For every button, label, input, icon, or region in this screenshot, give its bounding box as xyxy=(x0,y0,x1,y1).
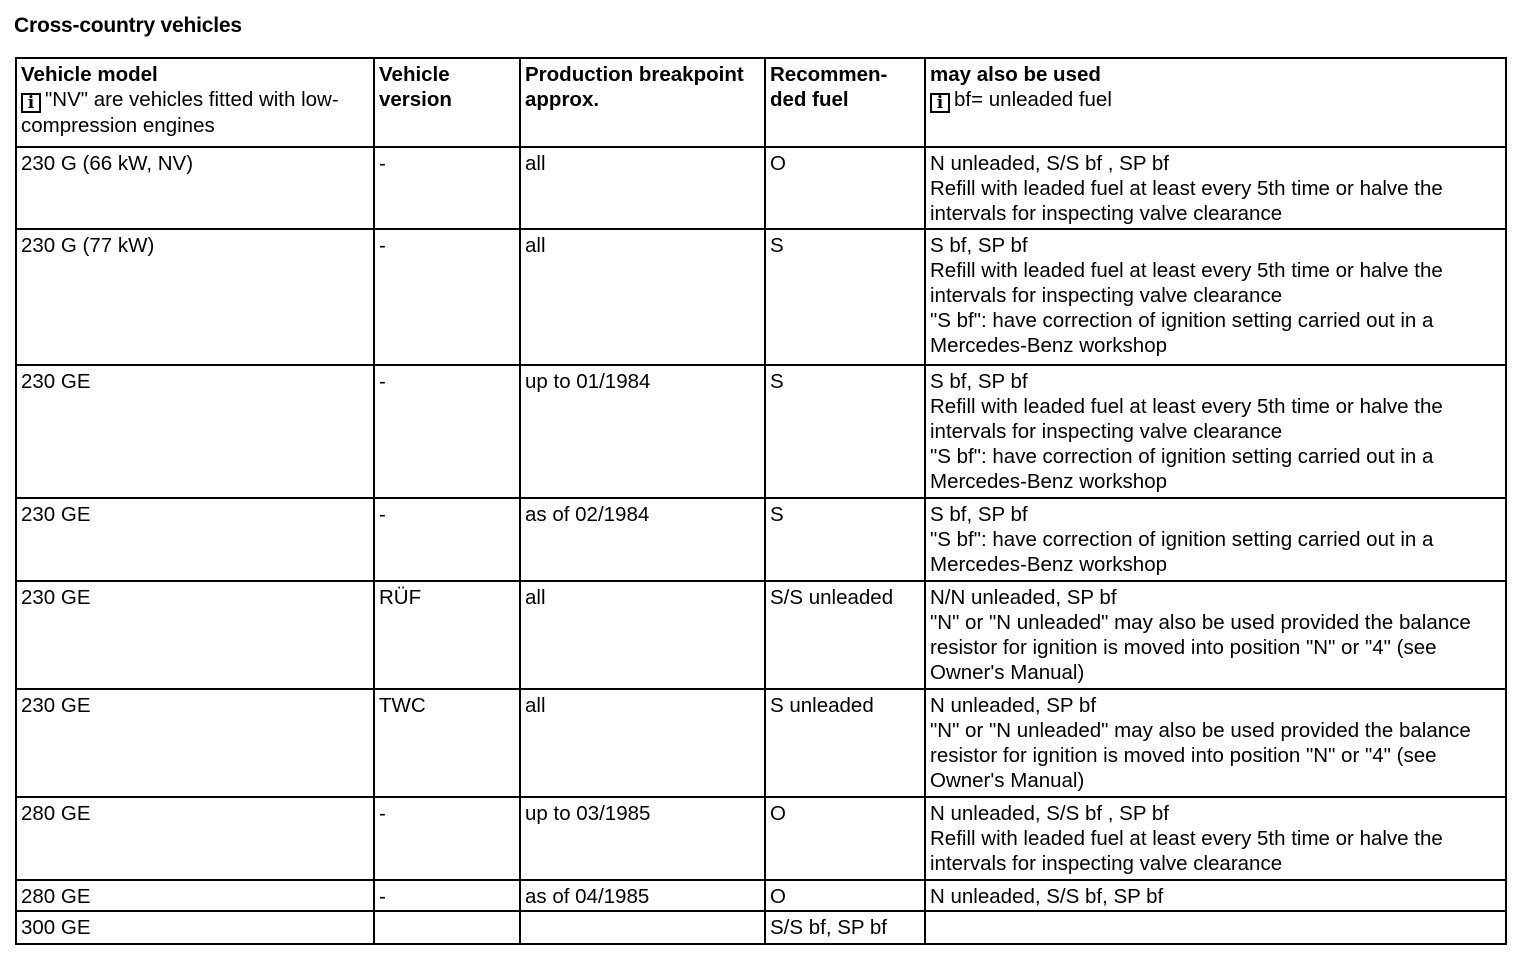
may-also-be-used-line: Refill with leaded fuel at least every 5th time or halve the intervals for inspecting valve clearance xyxy=(930,259,1443,307)
table-body xyxy=(16,147,1506,944)
cell-vehicle-version: - xyxy=(374,797,520,880)
cell-vehicle-model: 280 GE xyxy=(16,797,374,880)
may-also-be-used-line: S bf, SP bf xyxy=(930,234,1028,257)
table-row xyxy=(16,147,1506,229)
cell-vehicle-model: 230 G (66 kW, NV) xyxy=(16,147,374,229)
header-may-also-be-used-note xyxy=(930,87,1501,113)
may-also-be-used-line: Refill with leaded fuel at least every 5th time or halve the intervals for inspecting valve clearance xyxy=(930,177,1443,225)
cell-may-also-be-used xyxy=(925,498,1506,581)
cell-vehicle-version: - xyxy=(374,147,520,229)
table-row xyxy=(16,365,1506,498)
table-header-row xyxy=(16,58,1506,147)
may-also-be-used-line: S bf, SP bf xyxy=(930,503,1028,526)
table-row xyxy=(16,229,1506,365)
cell-vehicle-model: 280 GE xyxy=(16,880,374,911)
table-row xyxy=(16,880,1506,911)
cell-production-breakpoint: as of 02/1984 xyxy=(520,498,765,581)
may-also-be-used-line: S bf, SP bf xyxy=(930,370,1028,393)
fuel-recommendation-table xyxy=(15,57,1507,945)
cell-production-breakpoint: all xyxy=(520,147,765,229)
cell-recommended-fuel: O xyxy=(765,880,925,911)
cell-production-breakpoint: all xyxy=(520,229,765,365)
may-also-be-used-line: "N" or "N unleaded" may also be used provided the balance resistor for ignition is moved into position "N" or "4" (see Owner's Manual) xyxy=(930,611,1471,684)
cell-production-breakpoint: all xyxy=(520,689,765,797)
cell-production-breakpoint xyxy=(520,911,765,944)
may-also-be-used-line: "N" or "N unleaded" may also be used provided the balance resistor for ignition is moved into position "N" or "4" (see Owner's Manual) xyxy=(930,719,1471,792)
cell-may-also-be-used xyxy=(925,365,1506,498)
cell-recommended-fuel: S/S bf, SP bf xyxy=(765,911,925,944)
header-vehicle-model xyxy=(16,58,374,147)
header-may-also-be-used-label: may also be used xyxy=(930,63,1101,86)
cell-recommended-fuel: S xyxy=(765,498,925,581)
cell-vehicle-model: 300 GE xyxy=(16,911,374,944)
header-recommended-fuel xyxy=(765,58,925,147)
may-also-be-used-line: "S bf": have correction of ignition setting carried out in a Mercedes-Benz workshop xyxy=(930,445,1434,493)
cell-recommended-fuel: S/S unleaded xyxy=(765,581,925,689)
cell-vehicle-version xyxy=(374,911,520,944)
header-production-breakpoint xyxy=(520,58,765,147)
header-vehicle-version-label: Vehicle version xyxy=(379,63,452,111)
cell-may-also-be-used xyxy=(925,147,1506,229)
cell-recommended-fuel: S xyxy=(765,365,925,498)
cell-production-breakpoint: all xyxy=(520,581,765,689)
cell-may-also-be-used xyxy=(925,229,1506,365)
header-recommended-fuel-label: Recommen-ded fuel xyxy=(770,63,888,111)
info-icon: i xyxy=(930,93,950,113)
may-also-be-used-line: N/N unleaded, SP bf xyxy=(930,586,1117,609)
cell-vehicle-version: - xyxy=(374,229,520,365)
cell-vehicle-version: RÜF xyxy=(374,581,520,689)
header-may-also-be-used xyxy=(925,58,1506,147)
may-also-be-used-line: N unleaded, S/S bf , SP bf xyxy=(930,802,1169,825)
cell-vehicle-model: 230 G (77 kW) xyxy=(16,229,374,365)
may-also-be-used-line: N unleaded, S/S bf , SP bf xyxy=(930,152,1169,175)
table-row xyxy=(16,498,1506,581)
table-row xyxy=(16,911,1506,944)
may-also-be-used-line: N unleaded, S/S bf, SP bf xyxy=(930,885,1164,908)
page-title: Cross-country vehicles xyxy=(14,14,242,37)
table-row xyxy=(16,689,1506,797)
cell-vehicle-version: - xyxy=(374,365,520,498)
cell-may-also-be-used xyxy=(925,689,1506,797)
header-vehicle-model-label: Vehicle model xyxy=(21,63,158,86)
cell-production-breakpoint: up to 03/1985 xyxy=(520,797,765,880)
cell-vehicle-model: 230 GE xyxy=(16,365,374,498)
info-icon: i xyxy=(21,93,41,113)
cell-vehicle-version: TWC xyxy=(374,689,520,797)
header-vehicle-version xyxy=(374,58,520,147)
may-also-be-used-line: Refill with leaded fuel at least every 5th time or halve the intervals for inspecting valve clearance xyxy=(930,395,1443,443)
table-row xyxy=(16,581,1506,689)
cell-vehicle-model: 230 GE xyxy=(16,498,374,581)
cell-production-breakpoint: up to 01/1984 xyxy=(520,365,765,498)
cell-recommended-fuel: O xyxy=(765,147,925,229)
header-production-breakpoint-label: Production breakpoint approx. xyxy=(525,63,744,111)
cell-vehicle-version: - xyxy=(374,498,520,581)
may-also-be-used-line: N unleaded, SP bf xyxy=(930,694,1097,717)
cell-may-also-be-used xyxy=(925,911,1506,944)
header-vehicle-model-note xyxy=(21,87,369,138)
cell-may-also-be-used xyxy=(925,581,1506,689)
may-also-be-used-line: "S bf": have correction of ignition setting carried out in a Mercedes-Benz workshop xyxy=(930,528,1434,576)
cell-may-also-be-used xyxy=(925,880,1506,911)
may-also-be-used-line: Refill with leaded fuel at least every 5th time or halve the intervals for inspecting valve clearance xyxy=(930,827,1443,875)
cell-vehicle-model: 230 GE xyxy=(16,689,374,797)
cell-production-breakpoint: as of 04/1985 xyxy=(520,880,765,911)
cell-recommended-fuel: S xyxy=(765,229,925,365)
cell-may-also-be-used xyxy=(925,797,1506,880)
header-may-also-be-used-note-text: bf= unleaded fuel xyxy=(954,88,1112,111)
cell-vehicle-version: - xyxy=(374,880,520,911)
may-also-be-used-line: "S bf": have correction of ignition setting carried out in a Mercedes-Benz workshop xyxy=(930,309,1434,357)
table-row xyxy=(16,797,1506,880)
cell-vehicle-model: 230 GE xyxy=(16,581,374,689)
cell-recommended-fuel: O xyxy=(765,797,925,880)
header-vehicle-model-note-text: "NV" are vehicles fitted with low-compression engines xyxy=(21,88,339,137)
cell-recommended-fuel: S unleaded xyxy=(765,689,925,797)
